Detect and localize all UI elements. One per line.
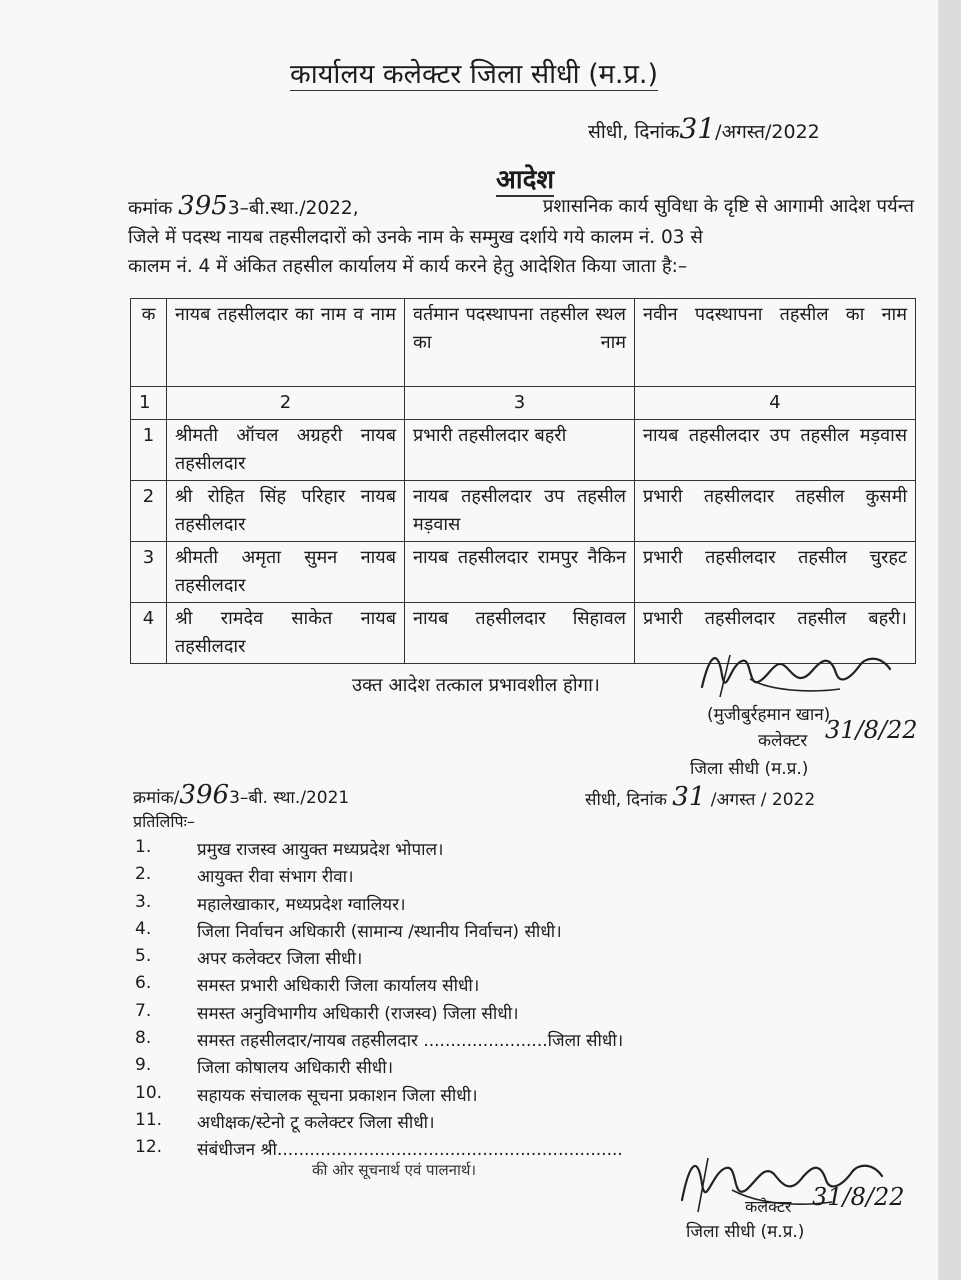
collector-designation: कलेक्टर bbox=[758, 731, 808, 751]
column-number: 4 bbox=[635, 387, 916, 420]
row-current-posting: नायब तहसीलदार उप तहसील मड़वास bbox=[405, 481, 635, 542]
row-current-posting: नायब तहसीलदार सिहावल bbox=[405, 603, 635, 664]
effect-statement: उक्त आदेश तत्काल प्रभावशील होगा। bbox=[352, 675, 600, 696]
column-number: 2 bbox=[167, 387, 405, 420]
table-row bbox=[131, 481, 916, 542]
collector-district: जिला सीधी (म.प्र.) bbox=[690, 759, 809, 779]
row-name: श्रीमती ऑचल अग्रहरी नायब तहसीलदार bbox=[167, 420, 405, 481]
table-header: वर्तमान पदस्थापना तहसील स्थल का नाम bbox=[405, 299, 635, 387]
copy-reference-number: क्रमांक/3963–बी. स्था./2021 bbox=[133, 780, 350, 810]
signature-date: 31/8/22 bbox=[812, 1183, 905, 1211]
copy-reference-date: सीधी, दिनांक 31 /अगस्त / 2022 bbox=[585, 782, 816, 812]
row-serial: 3 bbox=[131, 542, 167, 603]
row-name: श्रीमती अमृता सुमन नायब तहसीलदार bbox=[167, 542, 405, 603]
column-number-row bbox=[131, 387, 916, 420]
row-serial: 4 bbox=[131, 603, 167, 664]
table-header: नवीन पदस्थापना तहसील का नाम bbox=[635, 299, 916, 387]
page-edge bbox=[938, 0, 961, 1280]
row-serial: 1 bbox=[131, 420, 167, 481]
order-paragraph: कमांक 3953–बी.स्था./2022, प्रशासनिक कार्य सुविधा के दृष्टि से आगामी आदेश पर्यन्त जिले में पदस्थ नायब तहसीलदारों को उनके नाम के सम्मुख दर्शाये गये कालम नं. 03 से कालम नं. 4 में अंकित तहसील कार्यालय में कार्य करने हेतु आदेशित किया जाता है:– bbox=[128, 191, 914, 277]
row-serial: 2 bbox=[131, 481, 167, 542]
order-heading: आदेश bbox=[496, 165, 555, 195]
table-row bbox=[131, 542, 916, 603]
row-new-posting: प्रभारी तहसीलदार तहसील चुरहट bbox=[635, 542, 916, 603]
office-title: कार्यालय कलेक्टर जिला सीधी (म.प्र.) bbox=[290, 59, 658, 90]
row-new-posting: नायब तहसीलदार उप तहसील मड़वास bbox=[635, 420, 916, 481]
signature-date: 31/8/22 bbox=[825, 716, 918, 744]
row-name: श्री रोहित सिंह परिहार नायब तहसीलदार bbox=[167, 481, 405, 542]
table-header: क bbox=[131, 299, 167, 387]
table-header-row bbox=[131, 299, 916, 387]
column-number: 1 bbox=[131, 387, 167, 420]
row-new-posting: प्रभारी तहसीलदार तहसील बहरी। bbox=[635, 603, 916, 664]
column-number: 3 bbox=[405, 387, 635, 420]
row-name: श्री रामदेव साकेत नायब तहसीलदार bbox=[167, 603, 405, 664]
collector-name: (मुजीबुर्रहमान खान) bbox=[707, 705, 831, 725]
copy-closing-line: की ओर सूचनार्थ एवं पालनार्थ। bbox=[312, 1161, 477, 1179]
posting-table bbox=[130, 298, 916, 664]
order-number: 395 bbox=[178, 191, 228, 221]
row-new-posting: प्रभारी तहसीलदार तहसील कुसमी bbox=[635, 481, 916, 542]
table-row bbox=[131, 420, 916, 481]
collector-designation: कलेक्टर bbox=[745, 1197, 792, 1216]
order-date: सीधी, दिनांक31/अगस्त/2022 bbox=[588, 112, 820, 145]
row-current-posting: प्रभारी तहसीलदार बहरी bbox=[405, 420, 635, 481]
document-page: कार्यालय कलेक्टर जिला सीधी (म.प्र.) सीधी, दिनांक31/अगस्त/2022 आदेश कमांक 3953–बी.स्था./2022, प्रशासनिक कार्य सुविधा के दृष्टि से आगामी आदेश पर्यन्त जिले में पदस्थ नायब तहसीलदारों को उनके नाम के सम्मुख दर्शाये गये कालम नं. 03 से कालम नं. 4 में अंकित तहसील कार्यालय में कार्य करने हेतु आदेशित किया जाता है:– क नायब तहसीलदार का नाम व नाम वर्तमान पदस्थापना तहसील स्थल का नाम नवीन पदस्थापना तहसील का नाम 1 2 3 4 1 श्रीमती ऑचल अग्रहरी नायब तहसीलदार प्रभारी तहसीलदार बहरी नायब तहसीलदार उप तहसील मड़वास 2 श्री रोहित सिंह परिहार नायब तहसीलदार नायब तहसीलदार उप तहसील मड़वास प्रभारी तहसीलदार तहसील कुसमी 3 श्रीमती अमृता सुमन नायब तहसीलदार नायब तहसीलदार रामपुर नैकिन प्रभारी तहसीलदार तहसील चुरहट 4 श्री रामदेव साकेत नायब तहसीलदार नायब तहसीलदार सिहावल प्रभारी तहसीलदार तहसील बहरी। उक्त आदेश तत्काल प्रभावशील होगा। (मुजीबुर्रहमान खान) कलेक्टर 31/8/22 जिला सीधी (म.प्र.) क्रमांक/3963–बी. स्था./2021 सीधी, दिनांक 31 /अगस्त / 2022 प्रतिलिपिः– 1. प्रमुख राजस्व आयुक्त मध्यप्रदेश भोपाल। 2. आयुक्त रीवा संभाग रीवा। 3. महालेखाकार, मध्यप्रदेश ग्वालियर। 4. जिला निर्वाचन अधिकारी (सामान्य /स्थानीय निर्वाचन) सीधी। 5. अपर कलेक्टर जिला सीधी। 6. समस्त प्रभारी अधिकारी जिला कार्यालय सीधी। 7. समस्त अनुविभागीय अधिकारी (राजस्व) जिला सीधी। 8. समस्त तहसीलदार/नायब तहसीलदार .......................जिला सीधी। 9. जिला कोषालय अधिकारी सीधी। 10. सहायक संचालक सूचना प्रकाशन जिला सीधी। 11. अधीक्षक/स्टेनो टू कलेक्टर जिला सीधी। 12. संबंधीजन श्री................................................................ की ओर सूचनार्थ एवं पालनार्थ। कलेक्टर 31/8/22 जिला सीधी (म.प्र.) bbox=[0, 0, 938, 1280]
collector-district: जिला सीधी (म.प्र.) bbox=[686, 1222, 805, 1242]
row-current-posting: नायब तहसीलदार रामपुर नैकिन bbox=[405, 542, 635, 603]
collector-signature bbox=[690, 645, 900, 705]
copy-to-heading: प्रतिलिपिः– bbox=[133, 812, 195, 831]
table-header: नायब तहसीलदार का नाम व नाम bbox=[167, 299, 405, 387]
